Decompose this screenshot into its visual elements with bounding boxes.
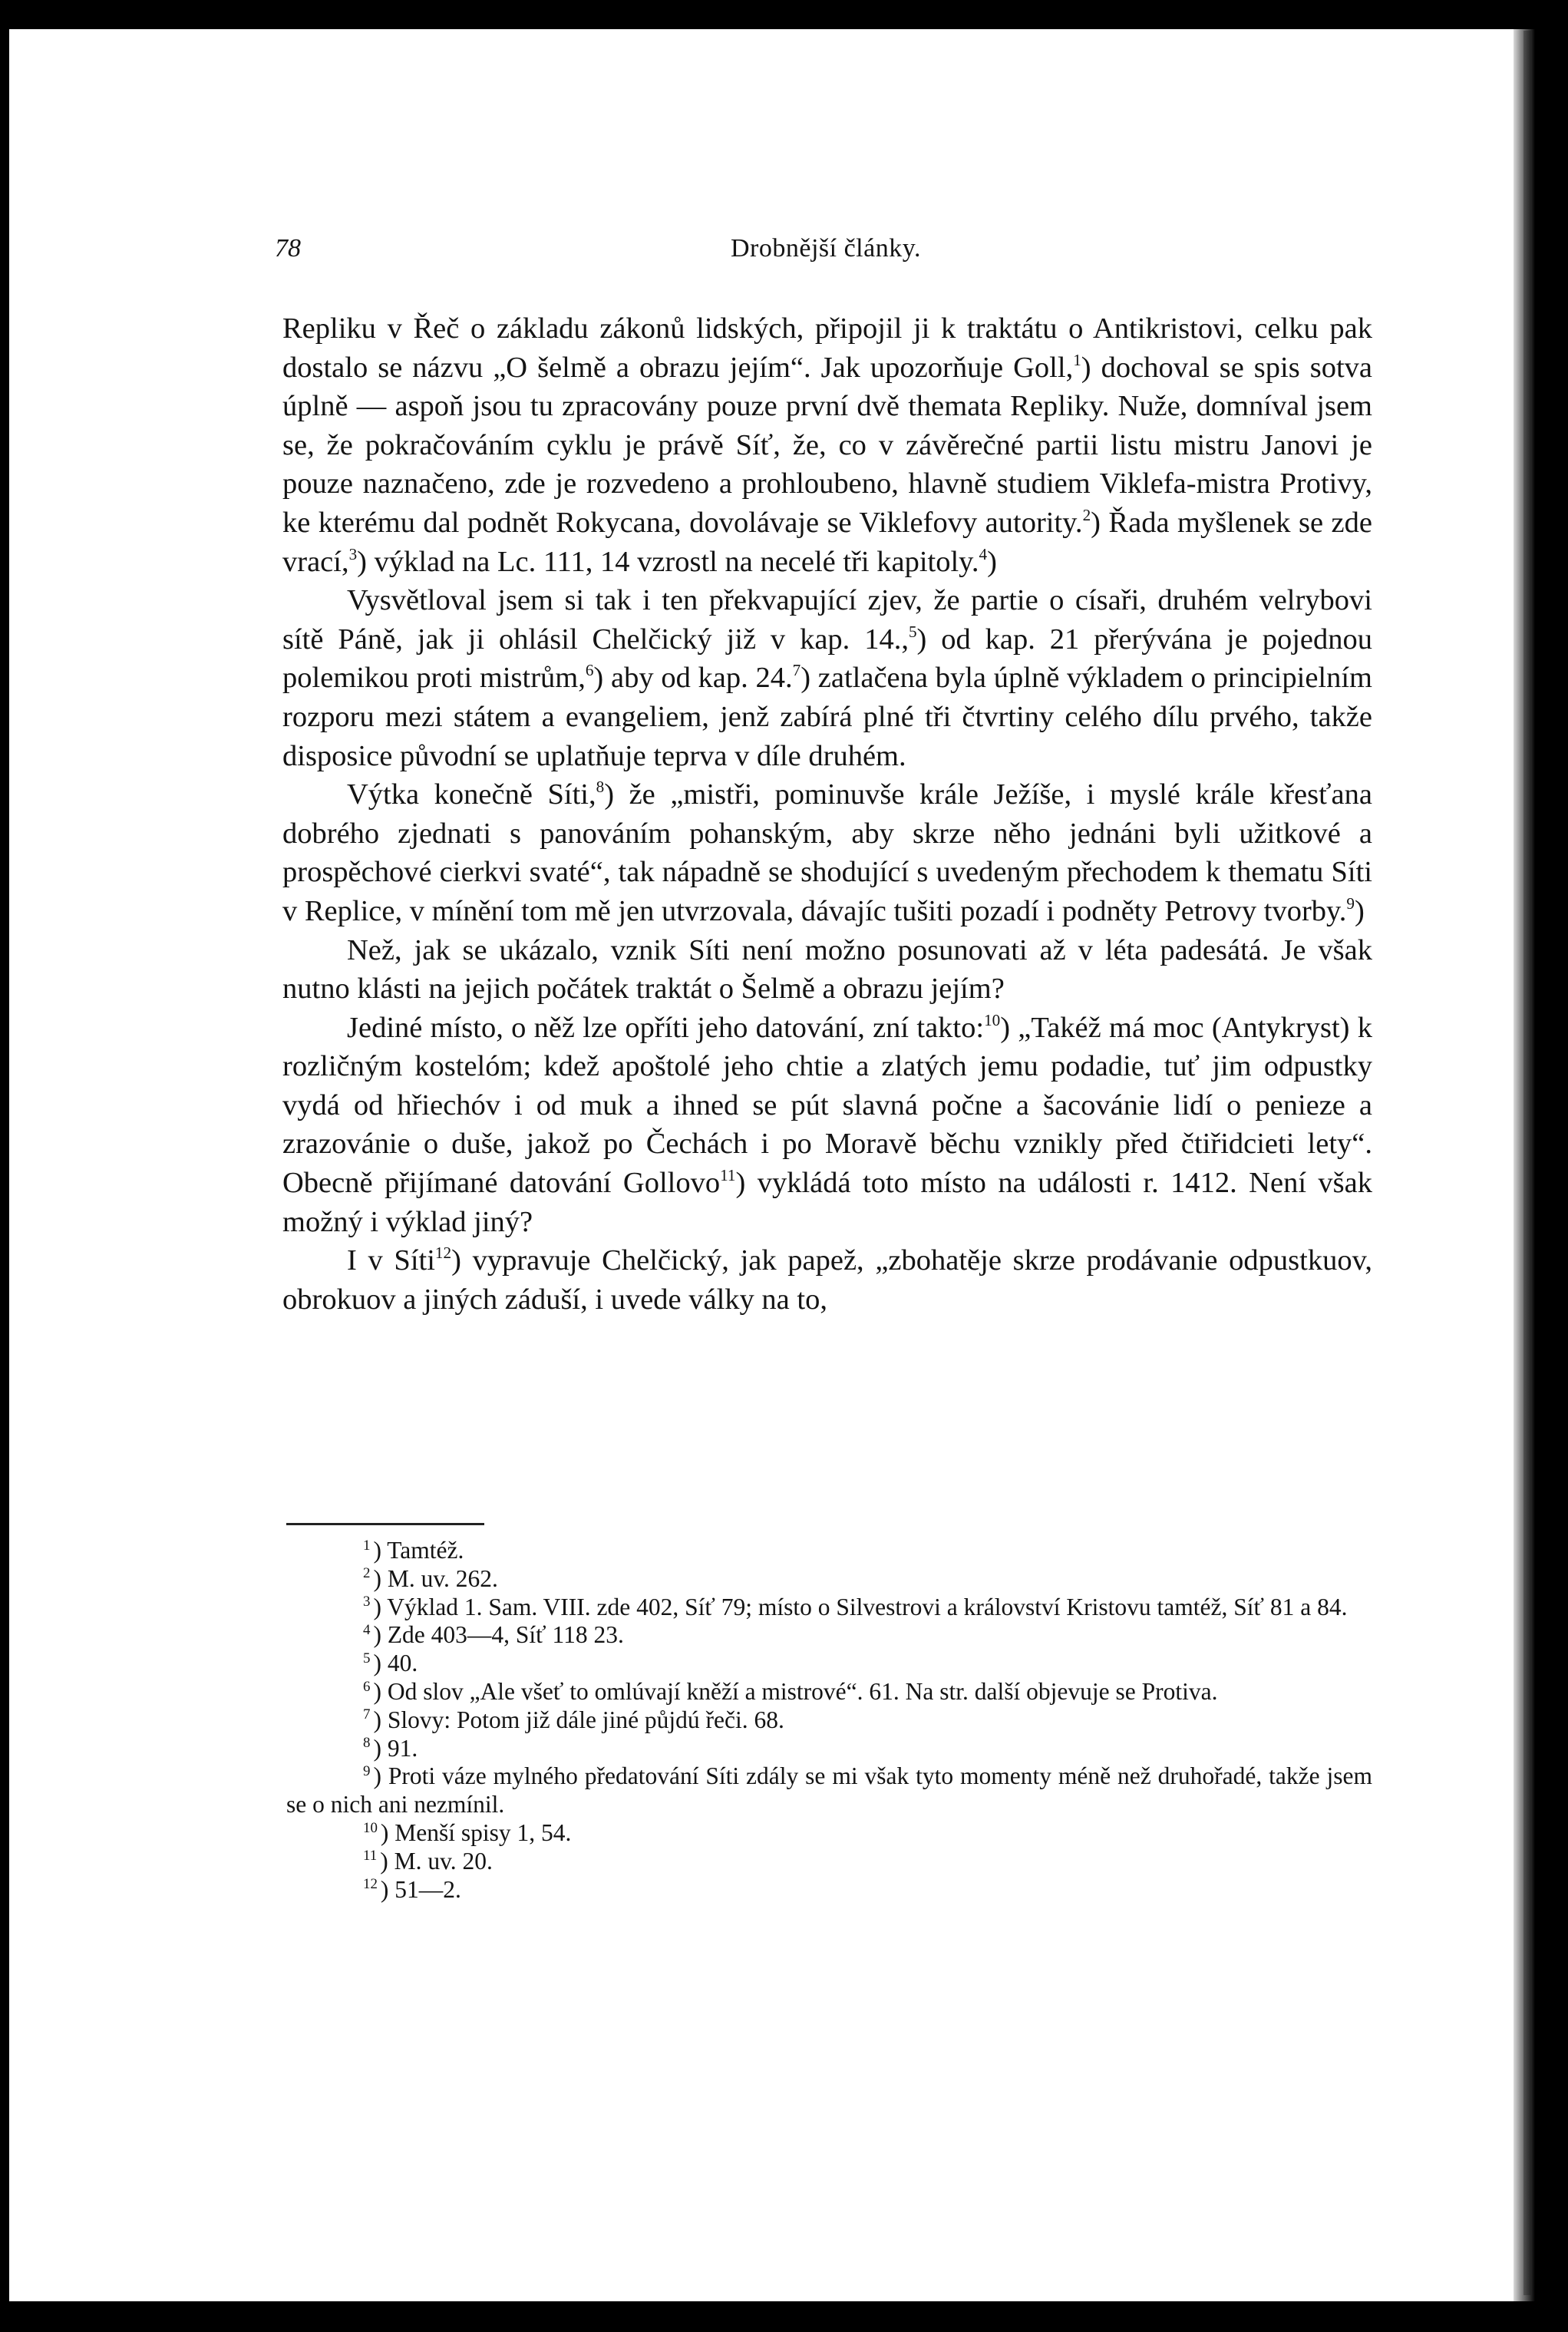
footnote-mark: 9: [363, 1763, 371, 1780]
text-segment: Repliku v Řeč o základu zákonů lidských, připojil ji k traktátu o Antikristovi, celku pak dostalo se názvu „O šelmě a obrazu jejím“. Jak upozorňuje Goll,: [282, 312, 1372, 384]
text-segment: Jediné místo, o něž lze opříti jeho datování, zní takto:: [347, 1011, 985, 1044]
footnote-mark: 6: [363, 1678, 371, 1695]
footnote-text: ) Zde 403—4, Síť 118 23.: [373, 1621, 624, 1649]
footnote-reference: 2: [1082, 506, 1091, 525]
text-segment: Vysvětloval jsem si tak i ten překvapující zjev, že partie o císaři, druhém velrybovi sítě Páně, jak ji ohlásil Chelčický již v kap. 14.,: [282, 584, 1372, 656]
body-paragraph: [282, 1241, 1372, 1319]
footnote-reference: 11: [720, 1166, 736, 1185]
text-segment: Výtka konečně Síti,: [347, 778, 596, 811]
footnote-mark: 11: [363, 1848, 378, 1865]
footnote: [286, 1735, 1372, 1763]
text-segment: ) od kap. 21 přerývána je pojednou polemikou proti mistrům,: [282, 623, 1372, 695]
footnote-text: ) Slovy: Potom již dále jiné půjdú řeči. 68.: [373, 1706, 784, 1733]
footnote-text: ) M. uv. 262.: [373, 1564, 498, 1592]
footnote-mark: 2: [363, 1565, 371, 1582]
text-segment: ) aby od kap. 24.: [593, 662, 793, 695]
footnote-reference: 8: [596, 778, 605, 797]
text-segment: ) „Takéž má moc (Antykryst) k rozličným kostelóm; kdež apoštolé jeho chtie a zlatých jemu podadie, tuť jim odpustky vydá od hřiechóv i od muk a ihned se pút slavná počne a šacovánie lidí o penieze a zrazovánie o duše, jakož po Čechách i po Moravě běchu vznikly před čtiřidcieti lety“. Obecně přijímané datování Gollovo: [282, 1011, 1372, 1200]
body-paragraph: [282, 309, 1372, 581]
footnote-separator: [286, 1523, 484, 1525]
text-segment: ) Řada myšlenek se zde vrací,: [282, 506, 1372, 578]
text-segment: I v Síti: [347, 1244, 435, 1277]
footnote-text: ) 91.: [373, 1734, 418, 1762]
footnote-mark: 5: [363, 1650, 371, 1666]
footnote-reference: 7: [792, 661, 801, 680]
footnote-reference: 1: [1073, 350, 1081, 369]
footnote-reference: 4: [979, 544, 988, 563]
footnote-reference: 5: [908, 622, 917, 641]
text-segment: ) vypravuje Chelčický, jak papež, „zbohatěje skrze prodávanie odpustkuov, obrokuov a jiných záduší, i uvede války na to,: [282, 1244, 1372, 1316]
footnote-mark: 7: [363, 1706, 371, 1723]
footnote: [286, 1621, 1372, 1650]
text-segment: ) dochoval se spis sotva úplně — aspoň jsou tu zpracovány pouze první dvě themata Repliky. Nuže, domníval jsem se, že pokračováním cyklu je právě Síť, že, co v závěrečné partii listu mistru Janovi je pouze naznačeno, zde je rozvedeno a prohloubeno, hlavně studiem Viklefa-mistra Protivy, ke kterému dal podnět Rokycana, dovolávaje se Viklefovy autority.: [282, 351, 1372, 539]
footnote-mark: 3: [363, 1594, 371, 1610]
text-segment: ): [1354, 894, 1365, 927]
footnote-mark: 10: [363, 1819, 378, 1836]
footnote: [286, 1819, 1372, 1848]
footnote: [286, 1537, 1372, 1565]
text-segment: ) že „mistři, pominuvše krále Ježíše, i myslé krále křesťana dobrého zjednati s panováním pohanským, aby skrze něho jednáni byli užitkové a prospěchové cierkvi svaté“, tak nápadně se shodující s uvedeným přechodem k thematu Síti v Replice, v mínění tom mě jen utvrzovala, dávajíc tušiti pozadí i podněty Petrovy tvorby.: [282, 778, 1372, 927]
footnote: [286, 1678, 1372, 1706]
footnote: [286, 1848, 1372, 1876]
body-paragraph: [282, 581, 1372, 775]
footnote: [286, 1762, 1372, 1819]
body-paragraph: [282, 775, 1372, 930]
footnote: [286, 1876, 1372, 1904]
footnote-mark: 8: [363, 1735, 371, 1752]
footnote-text: ) Tamtéž.: [373, 1537, 464, 1564]
footnote-reference: 12: [434, 1244, 452, 1263]
text-segment: ) výklad na Lc. 111, 14 vzrostl na necelé tři kapitoly.: [357, 545, 979, 578]
footnote-mark: 1: [363, 1537, 371, 1554]
body-text: [282, 309, 1372, 1319]
footnote-text: ) Menší spisy 1, 54.: [380, 1818, 572, 1846]
footnote-text: ) Proti váze mylného předatování Síti zdály se mi však tyto momenty méně než druhořadé, takže jsem se o nich ani nezmínil.: [286, 1762, 1372, 1818]
footnote-text: ) 40.: [373, 1650, 418, 1677]
text-segment: ) vykládá toto místo na události r. 1412. Není však možný i výklad jiný?: [282, 1167, 1373, 1238]
footnote-text: ) Od slov „Ale všeť to omlúvají kněží a mistrové“. 61. Na str. další objevuje se Protiva.: [373, 1677, 1218, 1705]
body-paragraph: [282, 1009, 1372, 1242]
page-header: [275, 234, 1377, 273]
footnotes: [286, 1537, 1372, 1904]
footnote: [286, 1706, 1372, 1735]
footnote-reference: 9: [1346, 894, 1355, 913]
footnote-reference: 6: [585, 661, 594, 680]
footnote: [286, 1565, 1372, 1594]
footnote-text: ) Výklad 1. Sam. VIII. zde 402, Síť 79; místo o Silvestrovi a království Kristovu tamtéž, Síť 81 a 84.: [373, 1593, 1348, 1620]
footnote: [286, 1650, 1372, 1678]
footnote-mark: 12: [363, 1876, 378, 1893]
footnote-reference: 3: [348, 544, 358, 563]
body-paragraph: [282, 931, 1372, 1009]
footnote: [286, 1594, 1372, 1622]
footnote-text: ) 51—2.: [380, 1875, 461, 1903]
text-segment: ) zatlačena byla úplně výkladem o principielním rozporu mezi státem a evangeliem, jenž zabírá plné tři čtvrtiny celého dílu prvého, takže disposice původní se uplatňuje teprva v díle druhém.: [282, 662, 1373, 772]
footnote-text: ) M. uv. 20.: [380, 1847, 493, 1875]
text-segment: Než, jak se ukázalo, vznik Síti není možno posunovati až v léta padesátá. Je však nutno klásti na jejich počátek traktát o Šelmě a obrazu jejím?: [282, 933, 1372, 1006]
running-title: Drobnější články.: [730, 234, 921, 263]
footnote-mark: 4: [363, 1622, 371, 1639]
page-edge-line: [1523, 31, 1531, 2295]
page-number: 78: [275, 234, 301, 263]
footnote-reference: 10: [984, 1010, 1001, 1029]
text-segment: ): [987, 545, 997, 578]
